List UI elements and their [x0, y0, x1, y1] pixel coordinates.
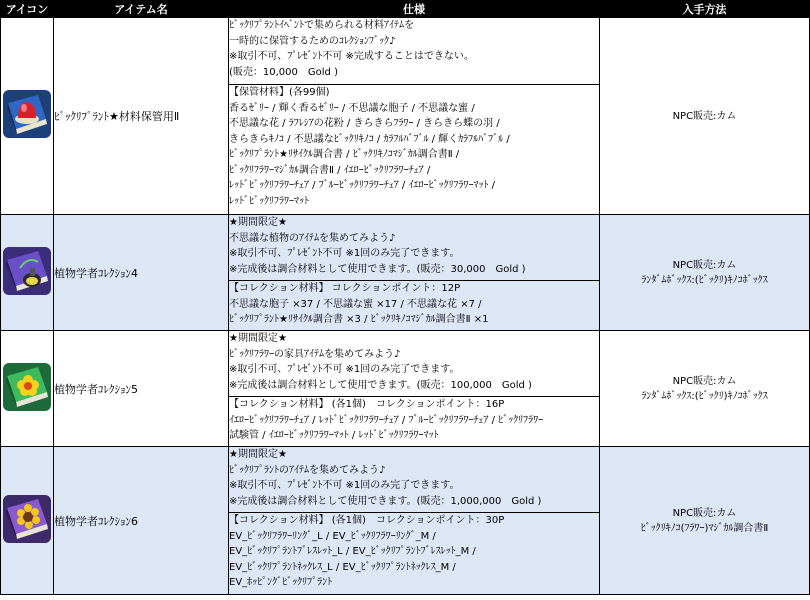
spec-line: ※取引不可、ﾌﾟﾚｾﾞﾝﾄ不可 ※1回のみ完了できます。 [229, 364, 460, 375]
table-row [1, 331, 810, 397]
spec-line: ﾚｯﾄﾞﾋﾞｯｸﾘﾌﾗﾜｰﾁｪｱ / ﾌﾞﾙｰﾋﾞｯｸﾘﾌﾗﾜｰﾁｪｱ / ｲｴﾛｰﾋﾞｯｸﾘﾌﾗﾜｰﾏｯﾄ / [229, 180, 496, 191]
spec-line: EV_ﾋﾞｯｸﾘﾌﾟﾗﾝﾄﾌﾞﾚｽﾚｯﾄ_L / EV_ﾋﾞｯｸﾘﾌﾟﾗﾝﾄﾌﾞﾚｽﾚｯﾄ_M / [229, 546, 476, 557]
spec-line: 【保管材料】(各99個) [229, 87, 330, 98]
spec-line: 【コレクション材料】 (各1個) コレクションポイント：16P [229, 399, 505, 410]
table-row [1, 447, 810, 513]
spec-line: ※完成後は調合材料として使用できます。(販売：1,000,000 Gold ) [229, 495, 542, 507]
spec-line: ﾋﾞｯｸﾘﾌﾟﾗﾝﾄ★ﾘｻｲｸﾙ調合書 / ﾋﾞｯｸﾘｷﾉｺﾏｼﾞｶﾙ調合書Ⅱ / [229, 149, 460, 160]
spec-line: ｲｴﾛｰﾋﾞｯｸﾘﾌﾗﾜｰﾁｪｱ / ﾚｯﾄﾞﾋﾞｯｸﾘﾌﾗﾜｰﾁｪｱ / ﾌﾞﾙｰﾋﾞｯｸﾘﾌﾗﾜｰﾁｪｱ / ﾋﾞｯｸﾘﾌﾗﾜｰ [229, 414, 544, 426]
spec-line: ★期間限定★ [229, 333, 287, 344]
icon-cell [1, 331, 54, 447]
method-line: ﾗﾝﾀﾞﾑﾎﾞｯｸｽ:(ﾋﾞｯｸﾘ)ｷﾉｺﾎﾞｯｸｽ [641, 274, 768, 286]
icon-cell [1, 215, 54, 331]
spec-line: 一時的に保管するためのｺﾚｸｼｮﾝﾌﾞｯｸ♪ [229, 35, 396, 47]
spec-line: EV_ﾋﾞｯｸﾘﾌﾟﾗﾝﾄﾈｯｸﾚｽ_L / EV_ﾋﾞｯｸﾘﾌﾟﾗﾝﾄﾈｯｸﾚｽ_M / [229, 561, 456, 573]
item-name: ﾋﾞｯｸﾘﾌﾟﾗﾝﾄ★材料保管用Ⅱ [54, 18, 229, 215]
spec-line: ※取引不可、ﾌﾟﾚｾﾞﾝﾄ不可 ※完成することはできない。 [229, 51, 474, 62]
spec-line: 【コレクション材料】 コレクションポイント：12P [229, 283, 461, 294]
spec-line: ﾋﾞｯｸﾘﾌﾟﾗﾝﾄｲﾍﾞﾝﾄで集められる材料ｱｲﾃﾑを [229, 20, 414, 31]
spec-line: ★期間限定★ [229, 217, 287, 228]
spec-materials [229, 281, 600, 331]
table-row [1, 18, 810, 85]
item-name: 植物学者ｺﾚｸｼｮﾝ5 [54, 331, 229, 447]
spec-description [229, 447, 600, 513]
spec-line: きらきらｷﾉｺ / 不思議なﾋﾞｯｸﾘｷﾉｺ / ｶﾗﾌﾙﾊﾞﾌﾞﾙ / 輝くｶﾗﾌﾙﾊﾞﾌﾞﾙ / [229, 133, 510, 145]
header-method: 入手方法 [600, 1, 810, 18]
spec-description [229, 215, 600, 281]
spec-line: ﾋﾞｯｸﾘﾌﾟﾗﾝﾄ★ﾘｻｲｸﾙ調合書 ×3 / ﾋﾞｯｸﾘｷﾉｺﾏｼﾞｶﾙ調合書Ⅱ ×1 [229, 314, 489, 325]
spec-line: (販売：10,000 Gold ) [229, 66, 338, 78]
spec-line: ※完成後は調合材料として使用できます。(販売：30,000 Gold ) [229, 263, 526, 275]
item-name: 植物学者ｺﾚｸｼｮﾝ4 [54, 215, 229, 331]
method-cell [600, 215, 810, 331]
spec-line: EV_ﾎｯﾋﾟﾝｸﾞﾋﾞｯｸﾘﾌﾟﾗﾝﾄ [229, 577, 333, 588]
method-cell [600, 18, 810, 215]
spec-line: 不思議な植物のｱｲﾃﾑを集めてみよう♪ [229, 232, 396, 244]
sunflower-book-icon [2, 494, 52, 544]
spec-line: EV_ﾋﾞｯｸﾘﾌﾗﾜｰﾘﾝｸﾞ_L / EV_ﾋﾞｯｸﾘﾌﾗﾜｰﾘﾝｸﾞ_M / [229, 530, 436, 542]
method-line: NPC販売:カム [672, 259, 737, 271]
spec-line: 【コレクション材料】 (各1個) コレクションポイント：30P [229, 515, 505, 526]
item-name: 植物学者ｺﾚｸｼｮﾝ6 [54, 447, 229, 595]
icon-cell [1, 18, 54, 215]
spec-materials [229, 397, 600, 447]
table-row [1, 215, 810, 281]
header-row [1, 1, 810, 18]
method-cell [600, 331, 810, 447]
method-line: NPC販売:カム [672, 110, 737, 122]
jelly-book-icon [2, 89, 52, 139]
header-icon: アイコン [1, 1, 54, 18]
spec-description [229, 18, 600, 85]
flower-book-icon [2, 362, 52, 412]
header-name: アイテム名 [54, 1, 229, 18]
spec-materials [229, 513, 600, 595]
method-line: ﾗﾝﾀﾞﾑﾎﾞｯｸｽ:(ﾋﾞｯｸﾘ)ｷﾉｺﾎﾞｯｸｽ [641, 390, 768, 402]
icon-cell [1, 447, 54, 595]
spec-line: ﾋﾞｯｸﾘﾌﾗﾜｰの家具ｱｲﾃﾑを集めてみよう♪ [229, 348, 401, 360]
potion-book-icon [2, 246, 52, 296]
method-line: ﾋﾞｯｸﾘｷﾉｺ(ﾌﾗﾜｰ)ﾏｼﾞｶﾙ調合書Ⅱ [640, 522, 769, 534]
spec-line: ※取引不可、ﾌﾟﾚｾﾞﾝﾄ不可 ※1回のみ完了できます。 [229, 248, 460, 259]
spec-line: 香るｾﾞﾘｰ / 輝く香るｾﾞﾘｰ / 不思議な胞子 / 不思議な蜜 / [229, 102, 475, 114]
spec-line: 不思議な花 / ﾗﾌﾚｼｱの花粉 / きらきらﾌﾗﾜｰ / きらきら蝶の羽 / [229, 118, 500, 129]
spec-description [229, 331, 600, 397]
spec-line: ※取引不可、ﾌﾟﾚｾﾞﾝﾄ不可 ※1回のみ完了できます。 [229, 480, 460, 491]
spec-line: 不思議な胞子 ×37 / 不思議な蜜 ×17 / 不思議な花 ×7 / [229, 298, 482, 310]
spec-line: ※完成後は調合材料として使用できます。(販売：100,000 Gold ) [229, 379, 532, 391]
header-spec: 仕様 [229, 1, 600, 18]
spec-line: ★期間限定★ [229, 449, 287, 460]
method-line: NPC販売:カム [672, 507, 737, 519]
spec-line: ﾋﾞｯｸﾘﾌﾗﾜｰﾏｼﾞｶﾙ調合書Ⅱ / ｲｴﾛｰﾋﾞｯｸﾘﾌﾗﾜｰﾁｪｱ / [229, 164, 431, 176]
spec-line: ﾚｯﾄﾞﾋﾞｯｸﾘﾌﾗﾜｰﾏｯﾄ [229, 195, 309, 207]
method-line: NPC販売:カム [672, 375, 737, 387]
spec-line: 試験管 / ｲｴﾛｰﾋﾞｯｸﾘﾌﾗﾜｰﾏｯﾄ / ﾚｯﾄﾞﾋﾞｯｸﾘﾌﾗﾜｰﾏｯﾄ [229, 430, 439, 441]
spec-line: ﾋﾞｯｸﾘﾌﾟﾗﾝﾄのｱｲﾃﾑを集めてみよう♪ [229, 464, 386, 476]
spec-materials [229, 85, 600, 215]
method-cell [600, 447, 810, 595]
